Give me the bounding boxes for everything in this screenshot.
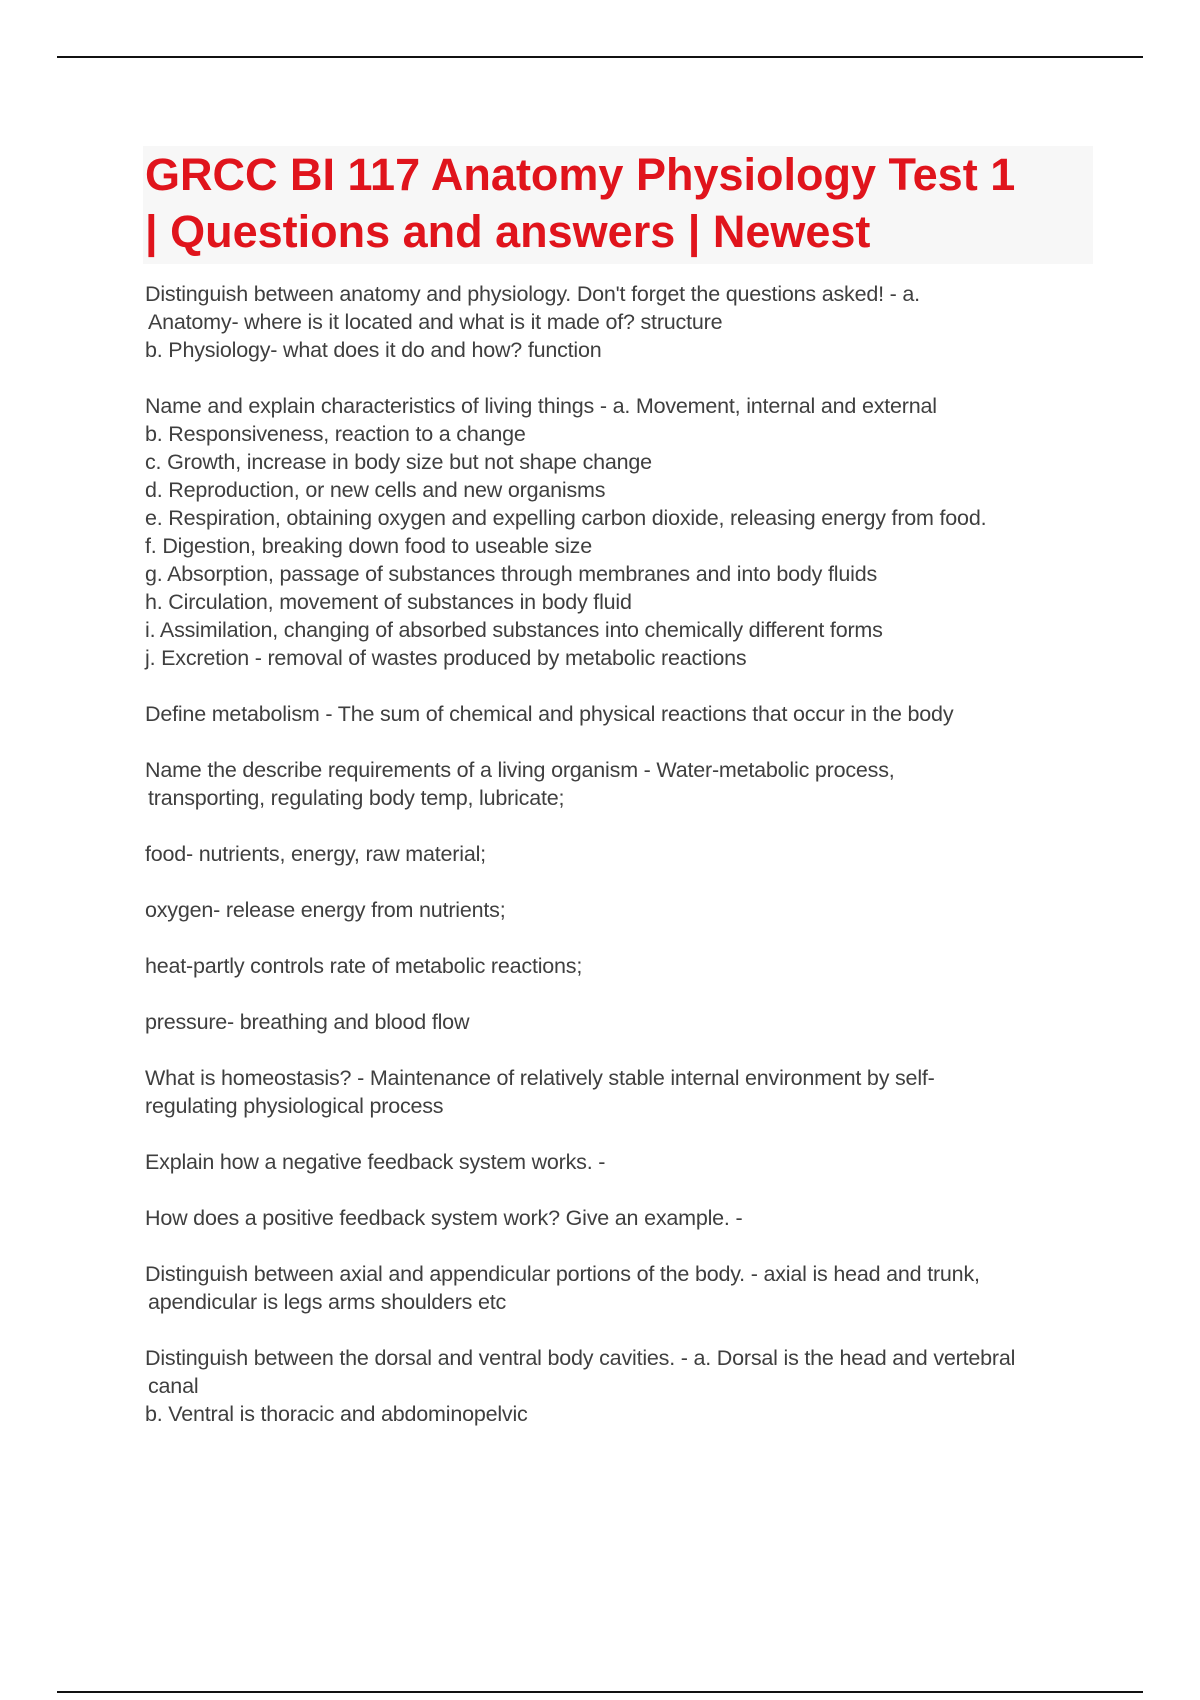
text-line: i. Assimilation, changing of absorbed substances into chemically different forms [145, 618, 883, 642]
text-line: regulating physiological process [145, 1094, 444, 1118]
qa-anatomy-vs-physiology [145, 280, 1095, 364]
text-line: c. Growth, increase in body size but not shape change [145, 450, 652, 474]
qa-define-metabolism [145, 700, 1095, 728]
qa-positive-feedback [145, 1204, 1095, 1232]
text-line: j. Excretion - removal of wastes produced by metabolic reactions [145, 646, 747, 670]
text-line: b. Responsiveness, reaction to a change [145, 422, 526, 446]
requirement-pressure [145, 1008, 1095, 1036]
text-line: Name the describe requirements of a living organism - Water-metabolic process, [145, 758, 895, 782]
qa-homeostasis [145, 1064, 1095, 1120]
document-title [143, 146, 1093, 264]
qa-dorsal-vs-ventral [145, 1344, 1095, 1428]
text-line: food- nutrients, energy, raw material; [145, 842, 486, 866]
requirement-heat [145, 952, 1095, 980]
text-line: e. Respiration, obtaining oxygen and expelling carbon dioxide, releasing energy from food. [145, 506, 987, 530]
text-line: d. Reproduction, or new cells and new organisms [145, 478, 606, 502]
requirement-oxygen [145, 896, 1095, 924]
text-line: heat-partly controls rate of metabolic reactions; [145, 954, 583, 978]
text-line: Name and explain characteristics of living things - a. Movement, internal and external [145, 394, 937, 418]
text-line: What is homeostasis? - Maintenance of relatively stable internal environment by self- [145, 1066, 935, 1090]
qa-axial-vs-appendicular [145, 1260, 1095, 1316]
text-line: f. Digestion, breaking down food to useable size [145, 534, 592, 558]
text-line: pressure- breathing and blood flow [145, 1010, 470, 1034]
text-line: Define metabolism - The sum of chemical and physical reactions that occur in the body [145, 702, 954, 726]
document-body [145, 280, 1095, 1456]
qa-requirements-water [145, 756, 1095, 812]
title-line-2: | Questions and answers | Newest [145, 206, 871, 257]
text-line: Explain how a negative feedback system works. - [145, 1150, 606, 1174]
text-line: b. Ventral is thoracic and abdominopelvic [145, 1402, 528, 1426]
text-line: Distinguish between the dorsal and ventral body cavities. - a. Dorsal is the head and vertebral [145, 1346, 1016, 1370]
text-line: oxygen- release energy from nutrients; [145, 898, 506, 922]
bottom-rule [57, 1691, 1143, 1693]
text-line: transporting, regulating body temp, lubricate; [148, 786, 565, 810]
title-line-1: GRCC BI 117 Anatomy Physiology Test 1 [145, 149, 1016, 200]
text-line: g. Absorption, passage of substances through membranes and into body fluids [145, 562, 877, 586]
text-line: Anatomy- where is it located and what is it made of? structure [148, 310, 723, 334]
qa-characteristics-of-living-things [145, 392, 1095, 672]
text-line: Distinguish between axial and appendicular portions of the body. - axial is head and trunk, [145, 1262, 980, 1286]
text-line: b. Physiology- what does it do and how? function [145, 338, 602, 362]
text-line: apendicular is legs arms shoulders etc [148, 1290, 507, 1314]
top-rule [57, 56, 1143, 58]
qa-negative-feedback [145, 1148, 1095, 1176]
text-line: h. Circulation, movement of substances in body fluid [145, 590, 632, 614]
text-line: Distinguish between anatomy and physiology. Don't forget the questions asked! - a. [145, 282, 920, 306]
requirement-food [145, 840, 1095, 868]
text-line: How does a positive feedback system work? Give an example. - [145, 1206, 743, 1230]
text-line: canal [148, 1374, 199, 1398]
